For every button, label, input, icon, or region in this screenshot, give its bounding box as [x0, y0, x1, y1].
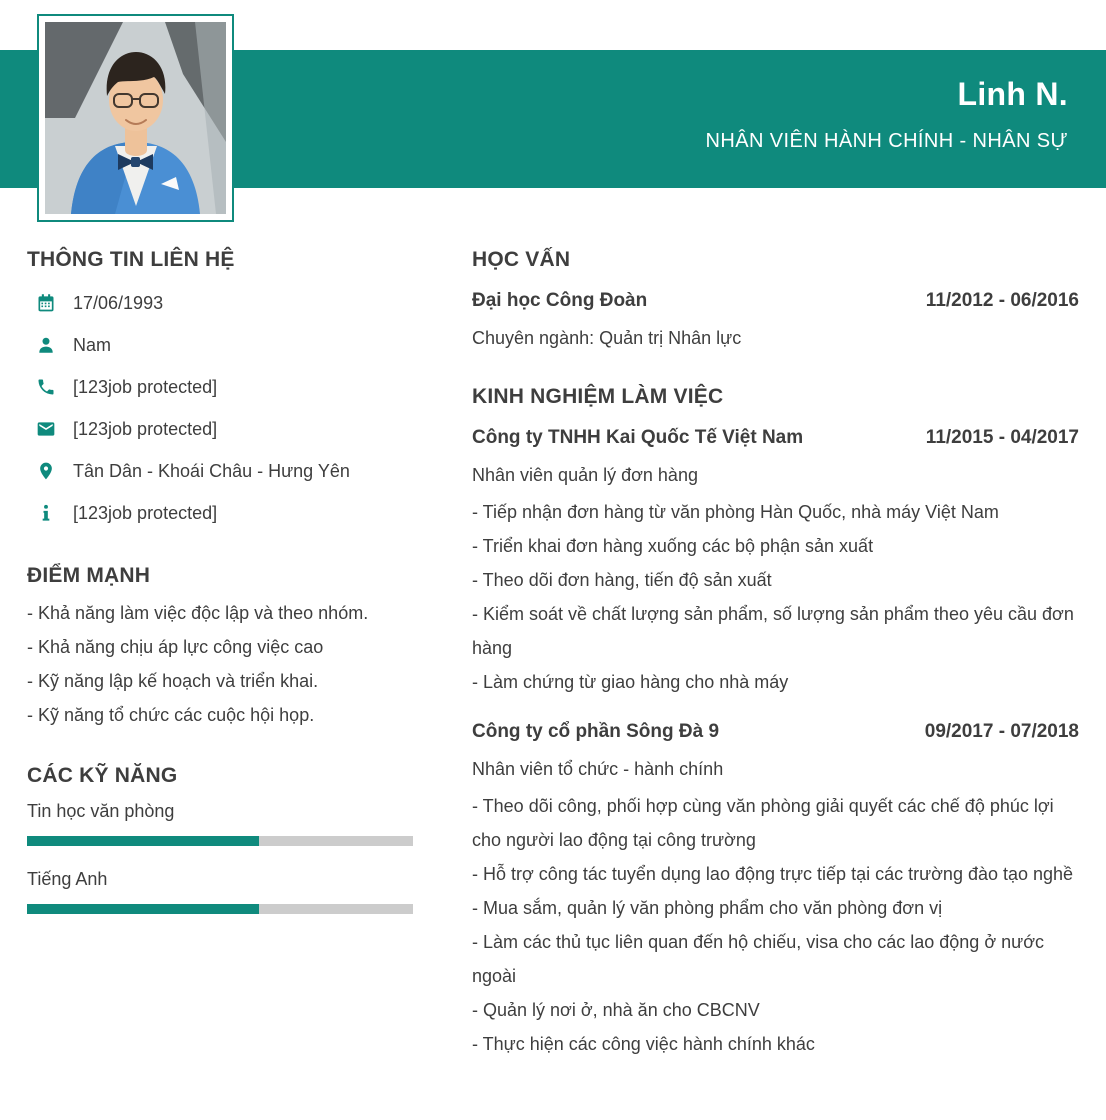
- education-list: [472, 290, 1079, 351]
- contact-item: [27, 450, 413, 492]
- info-icon: [36, 503, 56, 523]
- candidate-job-title: NHÂN VIÊN HÀNH CHÍNH - NHÂN SỰ: [705, 130, 1068, 152]
- education-section-heading: HỌC VẤN: [472, 248, 571, 271]
- experience-bullet: - Tiếp nhận đơn hàng từ văn phòng Hàn Quốc, nhà máy Việt Nam: [472, 502, 999, 522]
- role-title: Nhân viên quản lý đơn hàng: [472, 465, 698, 485]
- right-column: [472, 248, 1079, 1061]
- contact-item-text: [123job protected]: [73, 418, 218, 439]
- contact-item-text: Nam: [73, 334, 112, 355]
- calendar-icon: [36, 293, 56, 313]
- contact-list: [27, 282, 413, 534]
- experience-bullet: - Hỗ trợ công tác tuyển dụng lao động trực tiếp tại các trường đào tạo nghề: [472, 864, 1074, 884]
- experience-bullet: - Làm chứng từ giao hàng cho nhà máy: [472, 672, 789, 692]
- experience-period: 09/2017 - 07/2018: [924, 721, 1079, 742]
- strength-item: - Khả năng làm việc độc lập và theo nhóm.: [27, 603, 369, 623]
- location-icon: [36, 461, 56, 481]
- contact-item: [27, 282, 413, 324]
- contact-item: [27, 492, 413, 534]
- email-icon: [36, 419, 56, 439]
- phone-icon: [36, 377, 56, 397]
- strength-item: - Khả năng chịu áp lực công việc cao: [27, 637, 324, 657]
- experience-section-heading: KINH NGHIỆM LÀM VIỆC: [472, 385, 724, 408]
- contact-item: [27, 408, 413, 450]
- school-name: Đại học Công Đoàn: [472, 290, 648, 311]
- person-icon: [36, 335, 56, 355]
- skill-label: Tin học văn phòng: [27, 801, 175, 821]
- profile-photo: [37, 14, 234, 222]
- portrait-illustration: [45, 22, 226, 214]
- strengths-section-heading: ĐIỂM MẠNH: [27, 564, 151, 587]
- skills-section-heading: CÁC KỸ NĂNG: [27, 764, 178, 787]
- experience-bullets: [472, 789, 1079, 1061]
- contact-item-text: [123job protected]: [73, 376, 218, 397]
- company-name: Công ty cổ phần Sông Đà 9: [472, 721, 720, 742]
- experience-bullet: - Làm các thủ tục liên quan đến hộ chiếu, visa cho các lao động ở nước ngoài: [472, 932, 1044, 986]
- experience-bullet: - Quản lý nơi ở, nhà ăn cho CBCNV: [472, 1000, 760, 1020]
- experience-period: 11/2015 - 04/2017: [925, 427, 1079, 448]
- skill-bar: [27, 836, 413, 846]
- education-detail: Chuyên ngành: Quản trị Nhân lực: [472, 328, 742, 348]
- experience-bullet: - Triển khai đơn hàng xuống các bộ phận sản xuất: [472, 536, 874, 556]
- experience-entry: [472, 721, 1079, 1061]
- cv-content: [27, 248, 1079, 1061]
- contact-section-heading: THÔNG TIN LIÊN HỆ: [27, 248, 235, 271]
- experience-bullet: - Theo dõi đơn hàng, tiến độ sản xuất: [472, 570, 772, 590]
- contact-item-text: Tân Dân - Khoái Châu - Hưng Yên: [73, 460, 350, 481]
- experience-list: [472, 427, 1079, 1061]
- education-period: 11/2012 - 06/2016: [925, 290, 1079, 311]
- skill-bar-fill: [27, 904, 259, 914]
- company-name: Công ty TNHH Kai Quốc Tế Việt Nam: [472, 427, 804, 448]
- experience-entry: [472, 427, 1079, 699]
- experience-bullets: [472, 495, 1079, 699]
- education-entry: [472, 290, 1079, 351]
- header-text-block: [706, 76, 1068, 153]
- contact-item: [27, 324, 413, 366]
- skill-item: [27, 862, 413, 914]
- experience-bullet: - Mua sắm, quản lý văn phòng phẩm cho văn phòng đơn vị: [472, 898, 943, 918]
- skills-list: [27, 794, 413, 914]
- experience-bullet: - Kiểm soát về chất lượng sản phẩm, số lượng sản phẩm theo yêu cầu đơn hàng: [472, 604, 1074, 658]
- contact-item-text: [123job protected]: [73, 502, 218, 523]
- skill-label: Tiếng Anh: [27, 869, 108, 889]
- skill-bar-fill: [27, 836, 259, 846]
- contact-item-text: 17/06/1993: [73, 292, 164, 313]
- strength-item: - Kỹ năng lập kế hoạch và triển khai.: [27, 671, 319, 691]
- left-column: [27, 248, 413, 930]
- candidate-name: Linh N.: [957, 76, 1068, 112]
- experience-bullet: - Theo dõi công, phối hợp cùng văn phòng giải quyết các chế độ phúc lợi cho người lao động tại công trường: [472, 796, 1054, 850]
- strength-item: - Kỹ năng tổ chức các cuộc hội họp.: [27, 705, 315, 725]
- skill-item: [27, 794, 413, 846]
- contact-item: [27, 366, 413, 408]
- strengths-list: [27, 596, 413, 732]
- role-title: Nhân viên tổ chức - hành chính: [472, 759, 724, 779]
- experience-bullet: - Thực hiện các công việc hành chính khác: [472, 1034, 815, 1054]
- skill-bar: [27, 904, 413, 914]
